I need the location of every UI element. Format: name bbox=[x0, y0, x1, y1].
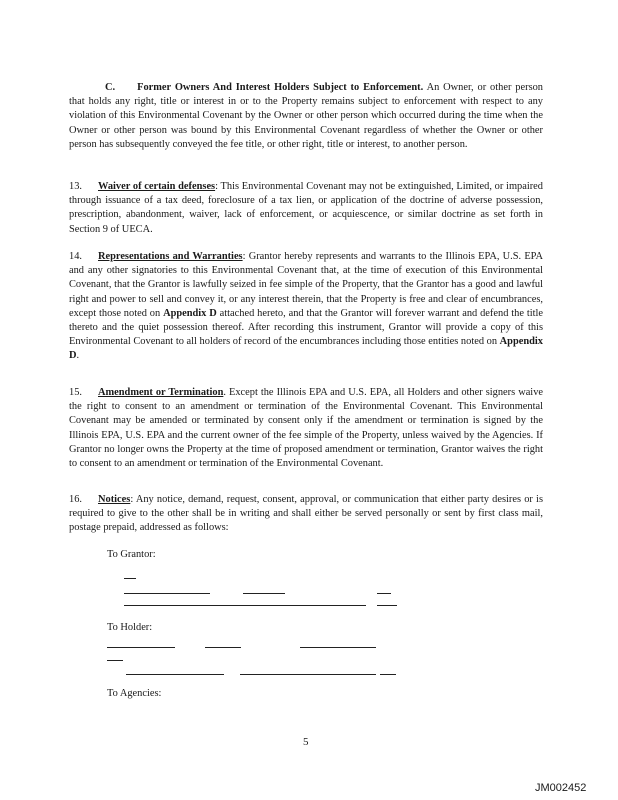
section-15-paragraph bbox=[69, 386, 543, 471]
section-13-title: Waiver of certain defenses bbox=[98, 181, 216, 192]
section-14-appendix-ref-1: Appendix D bbox=[163, 307, 217, 319]
section-14-body-1: : Grantor hereby represents and warrants to the Illinois EPA, U.S. EPA and any other signatories to this Environmental Covenant that, at the time of execution of this Environmental Covenant, that the Grantor is lawfully seized in fee simple of the Property, that the Grantor has a good and lawful right and power to sell and convey it, or any interest therein, that the Property is free and clear of encumbrances, except those noted on bbox=[69, 251, 544, 319]
section-14-paragraph bbox=[69, 250, 543, 364]
section-14-number: 14. bbox=[69, 251, 82, 262]
grantor-blank-line bbox=[124, 578, 136, 579]
section-14-body-2: attached hereto, and that the Grantor will forever warrant and defend the title thereto and the quiet possession thereof. After recording this instrument, Grantor will provide a copy of this Environmental Covenant to all holders of record of the encumbrances including those entities noted on bbox=[69, 307, 544, 348]
to-grantor-label: To Grantor: bbox=[107, 549, 156, 560]
page-number: 5 bbox=[303, 736, 309, 748]
section-13-number: 13. bbox=[69, 181, 82, 192]
section-14-appendix-ref-2: Appendix D bbox=[69, 336, 543, 362]
section-15-number: 15. bbox=[69, 387, 82, 398]
section-13-paragraph bbox=[69, 180, 543, 237]
holder-blank-line bbox=[300, 647, 376, 648]
section-c-body: An Owner, or other person that holds any right, title or interest in or to the Property remains subject to enforcement with respect to any violation of this Environmental Covenant by the Owner or other person which occurred during the time when the Owner or other person was bound by this Environmental Covenant regardless of whether the Owner or other person has subsequently conveyed the fee title, or other right, title or interest, to another person. bbox=[69, 82, 543, 150]
bates-number: JM002452 bbox=[535, 782, 587, 794]
section-13-body: : This Environmental Covenant may not be extinguished, Limited, or impaired through issuance of a tax deed, foreclosure of a tax lien, or application of the doctrine of adverse possession, prescription, abandonment, waiver, lack of enforcement, or acquiescence, or similar doctrine as set forth in Section 9 of UECA. bbox=[69, 181, 543, 235]
grantor-blank-line bbox=[243, 593, 285, 594]
section-14-body-3: . bbox=[76, 350, 80, 362]
section-15-body: . Except the Illinois EPA and U.S. EPA, all Holders and other signers waive the right to consent to an amendment or termination of the Environmental Covenant. This Environmental Covenant may be amended or terminated by consent only if the amendment or termination is signed by the Illinois EPA, U.S. EPA and the current owner of the fee simple of the Property, unless waived by the Agencies. If Grantor no longer owns the Property at the time of proposed amendment or termination, Grantor waives the right to consent to an amendment or termination of the Environmental Covenant. bbox=[69, 387, 543, 470]
grantor-blank-line bbox=[124, 593, 210, 594]
grantor-blank-line bbox=[377, 593, 391, 594]
grantor-blank-line bbox=[124, 605, 366, 606]
section-14-title: Representations and Warranties bbox=[98, 251, 243, 262]
holder-blank-line bbox=[126, 674, 224, 675]
section-c-label: C. bbox=[105, 82, 116, 93]
holder-blank-line bbox=[380, 674, 396, 675]
section-c-title: Former Owners And Interest Holders Subject to Enforcement. bbox=[137, 82, 424, 93]
section-16-paragraph bbox=[69, 493, 543, 536]
holder-blank-line bbox=[240, 674, 376, 675]
grantor-blank-line bbox=[377, 605, 397, 606]
holder-blank-line bbox=[107, 647, 175, 648]
section-16-number: 16. bbox=[69, 494, 82, 505]
holder-blank-line bbox=[205, 647, 241, 648]
section-16-body: : Any notice, demand, request, consent, approval, or communication that either party desires or is required to give to the other shall be in writing and shall either be served personally or sent by first class mail, postage prepaid, addressed as follows: bbox=[69, 494, 543, 534]
section-16-title: Notices bbox=[98, 494, 131, 505]
section-15-title: Amendment or Termination bbox=[98, 387, 224, 398]
section-c-paragraph bbox=[69, 81, 543, 152]
holder-blank-line bbox=[107, 660, 123, 661]
to-agencies-label: To Agencies: bbox=[107, 688, 162, 699]
to-holder-label: To Holder: bbox=[107, 622, 153, 633]
